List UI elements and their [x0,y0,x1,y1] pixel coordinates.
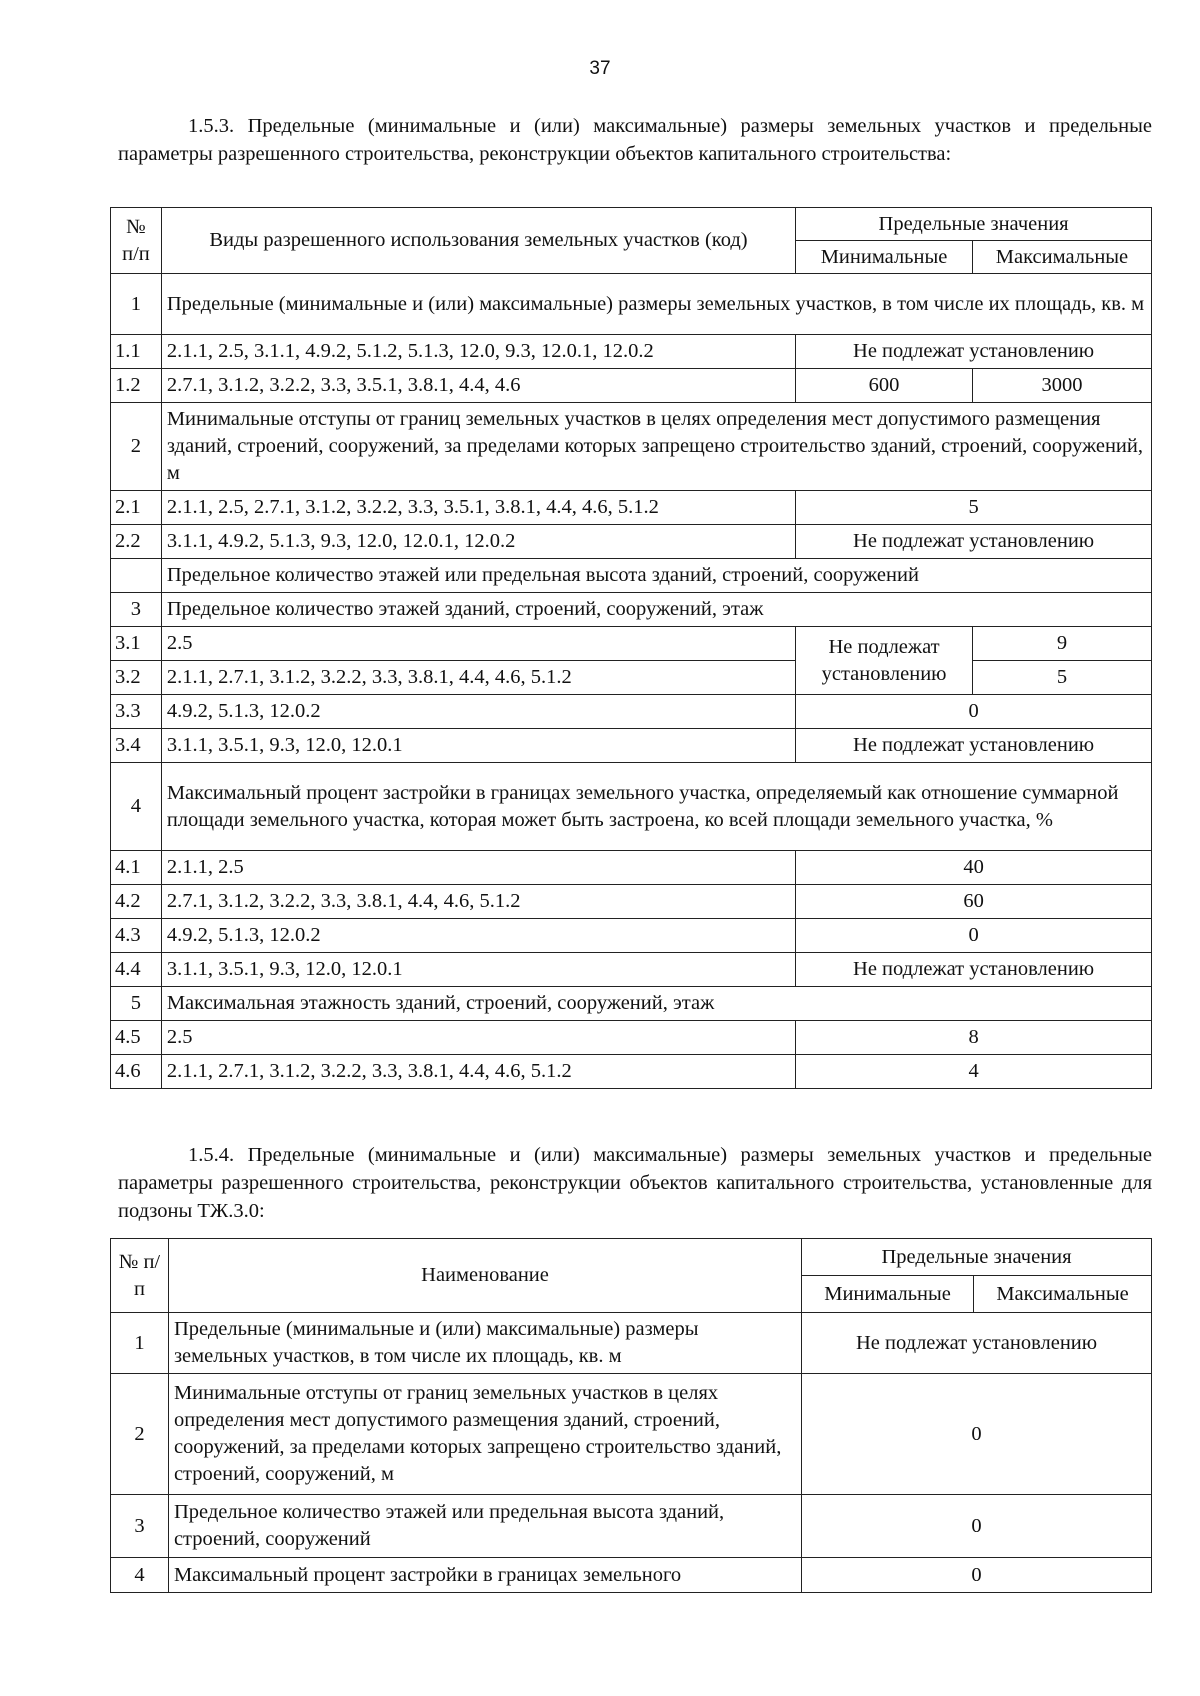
table-row [111,403,1152,491]
row-codes: 4.9.2, 5.1.3, 12.0.2 [161,695,795,729]
row-num: 3.1 [111,627,162,661]
table-row [111,919,1152,953]
row-num: 4.2 [111,885,162,919]
table-row [111,953,1152,987]
row-value: Не подлежат установлению [796,729,1152,763]
row-section-text: Максимальная этажность зданий, строений, сооружений, этаж [161,987,1151,1021]
header-name: Наименование [168,1239,801,1313]
row-value: 5 [796,491,1152,525]
table-row [111,1374,1152,1495]
header-num: № п/п [111,1239,169,1313]
row-num: 3.2 [111,661,162,695]
row-num: 4.6 [111,1055,162,1089]
row-value: 0 [802,1495,1152,1558]
table-row [111,491,1152,525]
header-limits: Предельные значения [796,208,1152,241]
row-name: Минимальные отступы от границ земельных участков в целях определения мест допустимого размещения зданий, строений, сооружений, за пределами которых запрещено строительство зданий, строений, сооружений, м [168,1374,801,1495]
table-row [111,559,1152,593]
row-codes: 2.5 [161,1021,795,1055]
section-1-5-4-intro: 1.5.4. Предельные (минимальные и (или) максимальные) размеры земельных участков и предельные параметры разрешенного строительства, реконструкции объектов капитального строительства, установленные для подзоны ТЖ.3.0: [118,1144,1152,1222]
row-value: Не подлежат установлению [796,953,1152,987]
table-row [111,987,1152,1021]
row-value: Не подлежат установлению [796,525,1152,559]
table-row [111,729,1152,763]
table-row [111,525,1152,559]
row-section-text: Предельное количество этажей или предельная высота зданий, строений, сооружений [161,559,1151,593]
row-min: Не подлежат установлению [796,627,973,695]
row-num: 4 [111,763,162,851]
table-row [111,763,1152,851]
header-limits: Предельные значения [802,1239,1152,1276]
table-row [111,1021,1152,1055]
row-num: 2 [111,1374,169,1495]
page-number: 37 [589,58,611,79]
table-row [111,593,1152,627]
row-codes: 2.7.1, 3.1.2, 3.2.2, 3.3, 3.8.1, 4.4, 4.6, 5.1.2 [161,885,795,919]
header-kinds: Виды разрешенного использования земельных участков (код) [161,208,795,274]
row-value: Не подлежат установлению [802,1313,1152,1374]
row-section-text: Предельное количество этажей зданий, строений, сооружений, этаж [161,593,1151,627]
table-row [111,1495,1152,1558]
row-codes: 2.1.1, 2.5, 2.7.1, 3.1.2, 3.2.2, 3.3, 3.5.1, 3.8.1, 4.4, 4.6, 5.1.2 [161,491,795,525]
row-num: 1 [111,1313,169,1374]
row-num: 4.3 [111,919,162,953]
header-min: Минимальные [796,241,973,274]
section-1-5-3-intro: 1.5.3. Предельные (минимальные и (или) максимальные) размеры земельных участков и предельные параметры разрешенного строительства, реконструкции объектов капитального строительства: [118,115,1152,165]
row-value: Не подлежат установлению [796,335,1152,369]
row-codes: 2.1.1, 2.7.1, 3.1.2, 3.2.2, 3.3, 3.8.1, 4.4, 4.6, 5.1.2 [161,661,795,695]
row-num: 5 [111,987,162,1021]
row-name: Максимальный процент застройки в границах земельного [168,1558,801,1593]
row-num: 4.4 [111,953,162,987]
row-codes: 2.1.1, 2.5, 3.1.1, 4.9.2, 5.1.2, 5.1.3, 12.0, 9.3, 12.0.1, 12.0.2 [161,335,795,369]
row-codes: 2.1.1, 2.7.1, 3.1.2, 3.2.2, 3.3, 3.8.1, 4.4, 4.6, 5.1.2 [161,1055,795,1089]
row-value: 0 [802,1374,1152,1495]
row-num: 3 [111,593,162,627]
header-max: Максимальные [974,1276,1152,1313]
row-num: 1.2 [111,369,162,403]
table-row [111,1558,1152,1593]
row-codes: 2.1.1, 2.5 [161,851,795,885]
table-row [111,1313,1152,1374]
row-num [111,559,162,593]
row-value: 0 [796,919,1152,953]
table-row [111,627,1152,661]
row-name: Предельное количество этажей или предельная высота зданий, строений, сооружений [168,1495,801,1558]
row-codes: 3.1.1, 4.9.2, 5.1.3, 9.3, 12.0, 12.0.1, 12.0.2 [161,525,795,559]
row-value: 0 [802,1558,1152,1593]
table-header-row [111,1239,1152,1276]
table-row [111,661,1152,695]
row-num: 1 [111,274,162,335]
header-max: Максимальные [972,241,1151,274]
row-section-text: Предельные (минимальные и (или) максимальные) размеры земельных участков, в том числе их площадь, кв. м [161,274,1151,335]
header-num: № п/п [111,208,162,274]
row-value: 40 [796,851,1152,885]
table-header-row [111,208,1152,241]
row-value: 8 [796,1021,1152,1055]
row-value: 60 [796,885,1152,919]
row-num: 2.1 [111,491,162,525]
table-1-5-3 [110,207,1152,1089]
row-num: 1.1 [111,335,162,369]
row-section-text: Максимальный процент застройки в границах земельного участка, определяемый как отношение суммарной площади земельного участка, которая может быть застроена, ко всей площади земельного участка, % [161,763,1151,851]
row-num: 3 [111,1495,169,1558]
row-num: 3.4 [111,729,162,763]
row-codes: 3.1.1, 3.5.1, 9.3, 12.0, 12.0.1 [161,953,795,987]
row-codes: 2.5 [161,627,795,661]
row-codes: 4.9.2, 5.1.3, 12.0.2 [161,919,795,953]
table-row [111,1055,1152,1089]
row-max: 5 [972,661,1151,695]
table-row [111,335,1152,369]
row-codes: 3.1.1, 3.5.1, 9.3, 12.0, 12.0.1 [161,729,795,763]
row-num: 2.2 [111,525,162,559]
row-max: 3000 [972,369,1151,403]
row-section-text: Минимальные отступы от границ земельных участков в целях определения мест допустимого размещения зданий, строений, сооружений, за пределами которых запрещено строительство зданий, строений, сооружений, м [161,403,1151,491]
table-row [111,369,1152,403]
header-min: Минимальные [802,1276,974,1313]
row-name: Предельные (минимальные и (или) максимальные) размеры земельных участков, в том числе их площадь, кв. м [168,1313,801,1374]
row-num: 4 [111,1558,169,1593]
row-num: 2 [111,403,162,491]
row-min: 600 [796,369,973,403]
table-row [111,695,1152,729]
table-row [111,885,1152,919]
row-num: 4.1 [111,851,162,885]
table-1-5-4 [110,1238,1152,1593]
table-row [111,274,1152,335]
row-num: 4.5 [111,1021,162,1055]
row-max: 9 [972,627,1151,661]
row-num: 3.3 [111,695,162,729]
row-value: 4 [796,1055,1152,1089]
row-value: 0 [796,695,1152,729]
table-row [111,851,1152,885]
row-codes: 2.7.1, 3.1.2, 3.2.2, 3.3, 3.5.1, 3.8.1, 4.4, 4.6 [161,369,795,403]
